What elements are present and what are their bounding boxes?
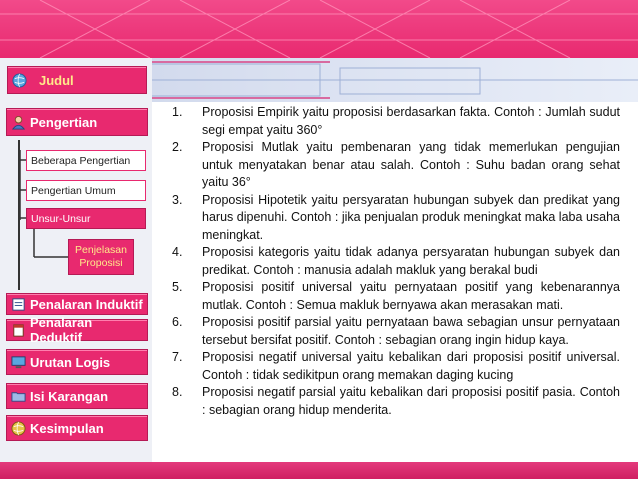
list-item: [172, 244, 620, 279]
list-item-text: Proposisi negatif parsial yaitu kebalikan dari proposisi positif pasia. Contoh : sebagian orang hidup menderita.: [202, 385, 620, 417]
list-item-text: Proposisi kategoris yaitu tidak adanya persyaratan hubungan subyek dan predikat. Contoh : manusia adalah makluk yang berakal budi: [202, 245, 620, 277]
header-bar: [0, 0, 638, 58]
nav-urutan-logis-label: Urutan Logis: [30, 354, 111, 370]
list-item-text: Proposisi Empirik yaitu proposisi berdasarkan fakta. Contoh : Jumlah sudut segi empat yaitu 360°: [202, 105, 620, 137]
list-item-text: Proposisi Mutlak yaitu pembenaran yang tidak memerlukan pengujian untuk menyatakan benar atau salah. Contoh : Suhu badan orang sehat yaitu 36°: [202, 140, 620, 189]
content-area: [172, 104, 620, 419]
list-item-text: Proposisi positif parsial yaitu pernyataan bawa sebagian unsur pernyataan tersebut bersifat positif. Contoh : sebagian orang ingin hidup kaya.: [202, 315, 620, 347]
list-item: [172, 279, 620, 314]
nav-judul-button[interactable]: [7, 66, 147, 94]
folder-icon: [11, 389, 26, 404]
list-item-number: 2.: [172, 140, 183, 154]
list-item-number: 4.: [172, 245, 183, 259]
list-item: [172, 314, 620, 349]
notepad-icon: [11, 323, 26, 338]
nav-pengertian-button[interactable]: [6, 108, 148, 136]
sub-unsur-unsur-label: Unsur-Unsur: [31, 212, 91, 225]
list-item: [172, 139, 620, 192]
list-item-number: 5.: [172, 280, 183, 294]
list-item-text: Proposisi positif universal yaitu pernyataan positif yang kebenarannya mutlak. Contoh : Semua makluk bernyawa akan merasakan mati.: [202, 280, 620, 312]
proposition-list: [172, 104, 620, 419]
list-item-number: 1.: [172, 105, 183, 119]
sub-beberapa-pengertian-label: Beberapa Pengertian: [31, 154, 131, 167]
monitor-icon: [11, 355, 26, 370]
globe-icon: [12, 73, 27, 88]
nav-isi-karangan-label: Isi Karangan: [30, 388, 109, 404]
nav-isi-karangan-button[interactable]: [6, 383, 148, 409]
list-item: [172, 104, 620, 139]
footer-bar: [0, 462, 638, 479]
list-item-number: 3.: [172, 192, 183, 207]
nav-penalaran-deduktif-label: Penalaran Deduktif: [30, 315, 93, 345]
nav-pengertian-label: Pengertian: [30, 114, 98, 130]
nav-kesimpulan-button[interactable]: [6, 415, 148, 441]
sub-pengertian-umum-label: Pengertian Umum: [31, 184, 116, 197]
nav-judul-label: Judul: [39, 72, 74, 88]
list-item-number: 7.: [172, 350, 183, 364]
nav-penalaran-deduktif-button[interactable]: [6, 315, 148, 345]
list-item: [172, 349, 620, 384]
list-item-text: Proposisi Hipotetik yaitu persyaratan hubungan subyek dan predikat yang harus dipenuhi. Contoh : jika penjualan produk meningkat maka laba usaha meningkat.: [202, 192, 620, 242]
nav-kesimpulan-label: Kesimpulan: [30, 420, 104, 436]
leaf-penjelasan-proposisi-button[interactable]: [68, 239, 134, 275]
nav-penalaran-induktif-button[interactable]: [6, 293, 148, 315]
leaf-penjelasan-proposisi-label: Penjelasan Proposisi: [75, 244, 127, 269]
list-item: [172, 384, 620, 419]
list-item-number: 8.: [172, 385, 183, 399]
subtree-connectors: [20, 150, 72, 260]
list-item: [172, 192, 620, 245]
person-icon: [11, 115, 26, 130]
globe-icon: [11, 421, 26, 436]
list-item-number: 6.: [172, 315, 183, 329]
document-icon: [11, 297, 26, 312]
nav-penalaran-induktif-label: Penalaran Induktif: [30, 296, 143, 312]
header-decoration: [0, 0, 638, 58]
nav-urutan-logis-button[interactable]: [6, 349, 148, 375]
list-item-text: Proposisi negatif universal yaitu kebalikan dari proposisi positif universal. Contoh : tidak sedikitpun orang memakan daging kucing: [202, 350, 620, 382]
